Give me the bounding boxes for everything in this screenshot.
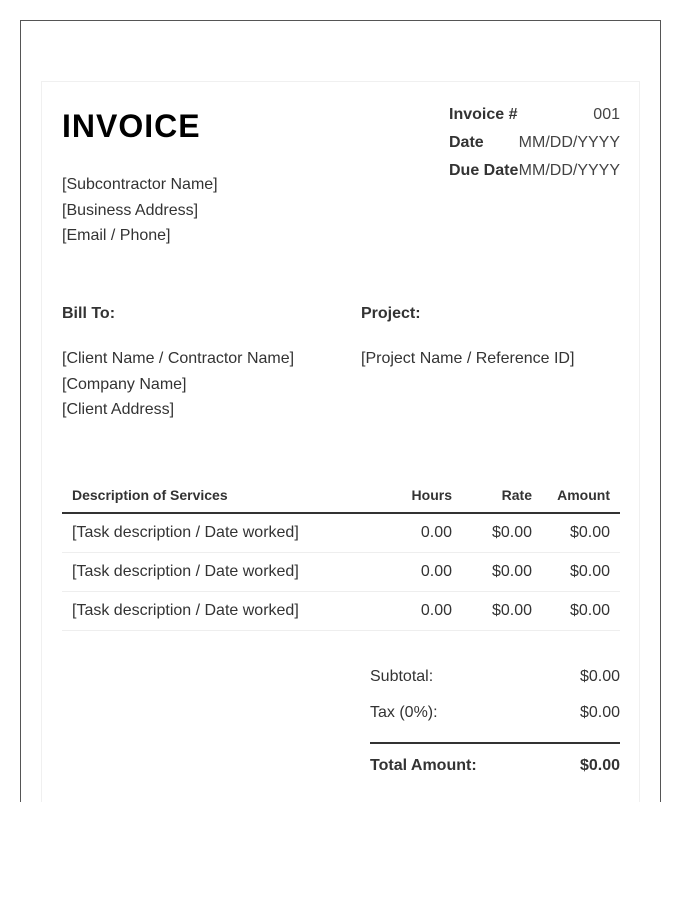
sender-contact: [Email / Phone] (62, 227, 171, 244)
total-label: Total Amount: (370, 757, 477, 774)
company-name: [Company Name] (62, 375, 187, 393)
sender-address: [Business Address] (62, 201, 199, 219)
table-row (62, 592, 620, 631)
invoice-title: INVOICE (62, 108, 201, 144)
row-amount: $0.00 (542, 513, 620, 553)
project-label: Project: (361, 305, 421, 322)
header-rate: Rate (462, 477, 542, 513)
bill-to-block (62, 346, 294, 423)
table-row (62, 513, 620, 553)
tax-row (370, 704, 620, 728)
row-hours: 0.00 (372, 513, 462, 553)
due-date-value: MM/DD/YYYY (518, 162, 620, 179)
date-label: Date (449, 134, 484, 151)
row-description: [Task description / Date worked] (62, 553, 372, 592)
subtotal-value: $0.00 (579, 668, 620, 685)
client-name: [Client Name / Contractor Name] (62, 350, 295, 367)
invoice-number-value: 001 (593, 106, 620, 123)
tax-label: Tax (0%): (370, 704, 438, 721)
project-block (361, 346, 574, 372)
row-amount: $0.00 (542, 553, 620, 592)
due-date-label: Due Date (449, 162, 519, 179)
tax-value: $0.00 (579, 704, 620, 721)
date-value: MM/DD/YYYY (518, 134, 620, 151)
services-table (62, 477, 620, 631)
invoice-number-label: Invoice # (449, 106, 518, 123)
row-hours: 0.00 (372, 592, 462, 631)
row-hours: 0.00 (372, 553, 462, 592)
header-description: Description of Services (62, 477, 372, 513)
totals-divider (370, 742, 620, 744)
row-amount: $0.00 (542, 592, 620, 631)
row-description: [Task description / Date worked] (62, 592, 372, 631)
total-value: $0.00 (579, 757, 620, 774)
row-rate: $0.00 (462, 513, 542, 553)
total-row (370, 757, 620, 781)
header-hours: Hours (372, 477, 462, 513)
sender-name: [Subcontractor Name] (62, 176, 218, 193)
table-header-row (62, 477, 620, 513)
subtotal-row (370, 668, 620, 692)
sender-block (62, 172, 218, 249)
header-amount: Amount (542, 477, 620, 513)
table-row (62, 553, 620, 592)
row-description: [Task description / Date worked] (62, 513, 372, 553)
subtotal-label: Subtotal: (370, 668, 434, 685)
row-rate: $0.00 (462, 592, 542, 631)
client-address: [Client Address] (62, 401, 175, 418)
row-rate: $0.00 (462, 553, 542, 592)
bill-to-label: Bill To: (62, 305, 116, 322)
project-name: [Project Name / Reference ID] (361, 350, 575, 367)
